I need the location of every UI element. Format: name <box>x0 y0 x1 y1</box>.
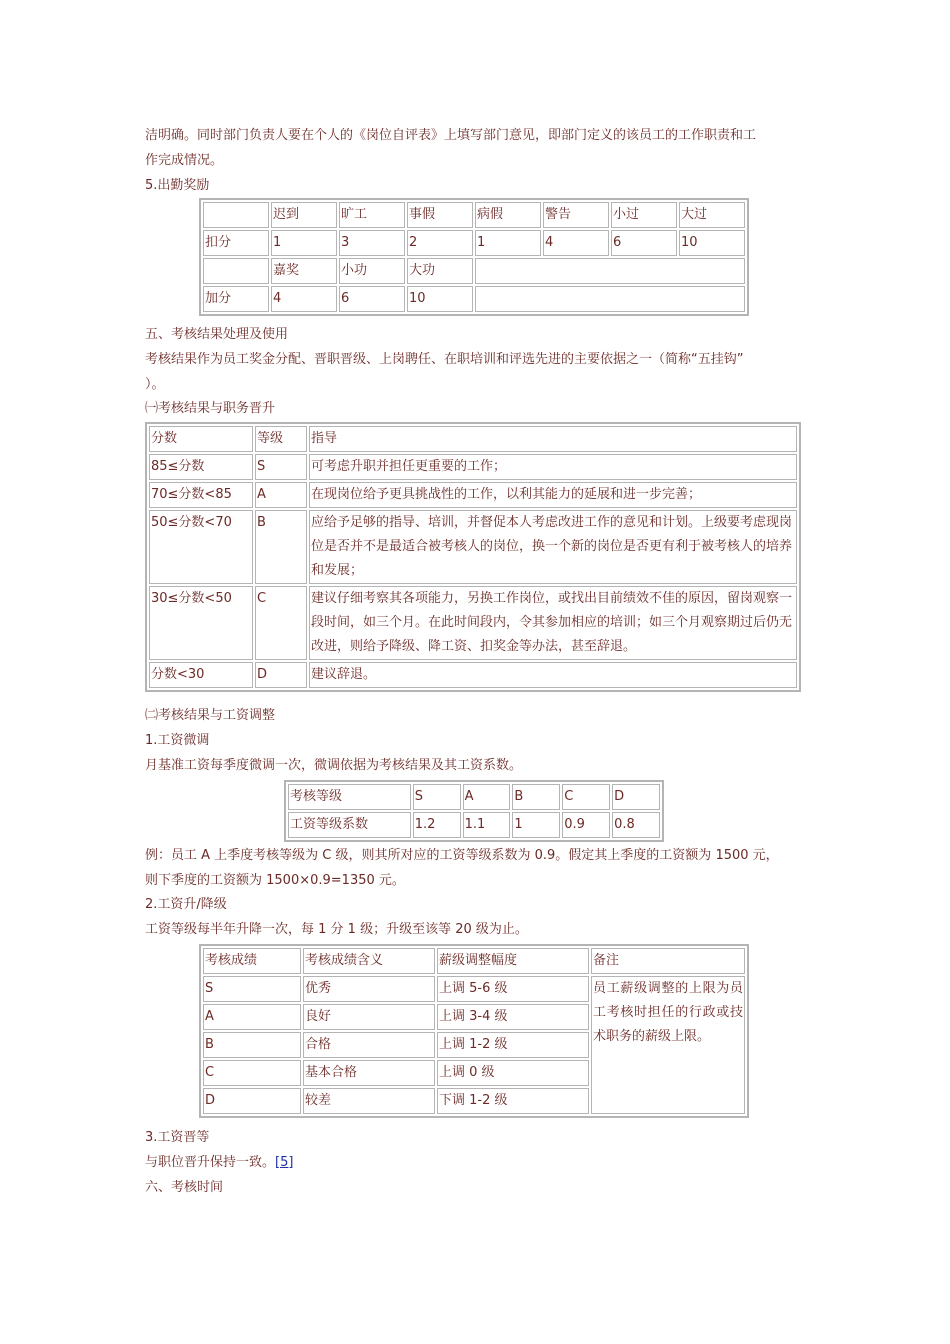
coefficient-table <box>284 780 664 842</box>
section-heading: 3.工资晋等 <box>145 1130 210 1145</box>
table-cell: 考核成绩 <box>203 948 301 974</box>
table-cell: 大功 <box>407 258 473 284</box>
paragraph-line: 洁明确。同时部门负责人要在个人的《岗位自评表》上填写部门意见，即部门定义的该员工的工作职责和工 <box>145 128 757 143</box>
table-cell: A <box>255 482 307 508</box>
table-cell: 备注 <box>591 948 745 974</box>
table-row <box>149 454 797 480</box>
paragraph-line <box>145 1153 293 1173</box>
table-cell: 1 <box>271 230 337 256</box>
table-cell: 上调 5-6 级 <box>437 976 589 1002</box>
section-heading: ㈠考核结果与职务晋升 <box>145 401 276 416</box>
table-cell: 优秀 <box>303 976 435 1002</box>
table-row <box>203 976 745 1002</box>
table-row <box>149 510 797 584</box>
table-row <box>203 202 745 228</box>
table-cell: 指导 <box>309 426 797 452</box>
paragraph-line: 作完成情况。 <box>145 153 224 168</box>
section-heading: 1.工资微调 <box>145 733 210 748</box>
paragraph-line: 例：员工 A 上季度考核等级为 C 级，则其所对应的工资等级系数为 0.9。假定其上季度的工资额为 1500 元， <box>145 848 779 863</box>
table-cell: 在现岗位给予更具挑战性的工作，以利其能力的延展和进一步完善； <box>309 482 797 508</box>
table-cell: 10 <box>407 286 473 312</box>
table-cell: 等级 <box>255 426 307 452</box>
table-cell <box>203 258 269 284</box>
table-cell: D <box>203 1088 301 1114</box>
table-cell: 可考虑升职并担任更重要的工作； <box>309 454 797 480</box>
salary-level-table <box>199 944 749 1118</box>
table-cell: 1.1 <box>463 812 511 838</box>
table-cell: 应给予足够的指导、培训，并督促本人考虑改进工作的意见和计划。上级要考虑现岗位是否并不是最适合被考核人的岗位，换一个新的岗位是否更有利于被考核人的培养和发展； <box>309 510 797 584</box>
table-cell: 10 <box>679 230 745 256</box>
table-cell: S <box>203 976 301 1002</box>
table-cell: 嘉奖 <box>271 258 337 284</box>
table-row <box>149 586 797 660</box>
table-cell: 0.9 <box>562 812 610 838</box>
table-cell: 70≤分数<85 <box>149 482 253 508</box>
table-cell: 小功 <box>339 258 405 284</box>
table-cell: 建议辞退。 <box>309 662 797 688</box>
section-heading: 五、考核结果处理及使用 <box>145 327 289 342</box>
table-cell: 上调 0 级 <box>437 1060 589 1086</box>
table-cell: 建议仔细考察其各项能力，另换工作岗位，或找出目前绩效不佳的原因，留岗观察一段时间，如三个月。在此时间段内，令其参加相应的培训；如三个月观察期过后仍无改进，则给予降级、降工资、扣奖金等办法，甚至辞退。 <box>309 586 797 660</box>
table-row <box>288 812 660 838</box>
table-cell: 加分 <box>203 286 269 312</box>
table-cell: 0.8 <box>612 812 660 838</box>
table-cell: D <box>612 784 660 810</box>
table-cell: 6 <box>339 286 405 312</box>
table-cell: 大过 <box>679 202 745 228</box>
table-cell: 较差 <box>303 1088 435 1114</box>
paragraph-text: 与职位晋升保持一致。 <box>145 1155 276 1170</box>
table-cell: 1 <box>475 230 541 256</box>
section-heading: 5.出勤奖励 <box>145 178 210 193</box>
table-cell: A <box>203 1004 301 1030</box>
section-heading: 2.工资升/降级 <box>145 897 227 912</box>
table-cell: C <box>255 586 307 660</box>
promotion-table <box>145 422 801 692</box>
table-cell: 下调 1-2 级 <box>437 1088 589 1114</box>
table-cell: 上调 1-2 级 <box>437 1032 589 1058</box>
table-cell: 基本合格 <box>303 1060 435 1086</box>
table-cell: 事假 <box>407 202 473 228</box>
table-row <box>149 482 797 508</box>
table-row <box>203 230 745 256</box>
table-cell <box>475 258 745 284</box>
table-row <box>149 426 797 452</box>
table-cell: 小过 <box>611 202 677 228</box>
table-cell <box>475 286 745 312</box>
table-cell: C <box>562 784 610 810</box>
table-cell: 3 <box>339 230 405 256</box>
table-cell: B <box>512 784 560 810</box>
citation-link[interactable]: [5] <box>275 1155 294 1170</box>
table-cell: 薪级调整幅度 <box>437 948 589 974</box>
table-cell: 考核等级 <box>288 784 411 810</box>
table-cell: 合格 <box>303 1032 435 1058</box>
table-row <box>288 784 660 810</box>
table-cell: 警告 <box>543 202 609 228</box>
table-cell: 扣分 <box>203 230 269 256</box>
table-cell: S <box>255 454 307 480</box>
table-cell: 分数 <box>149 426 253 452</box>
table-cell: 旷工 <box>339 202 405 228</box>
table-cell: 考核成绩含义 <box>303 948 435 974</box>
table-cell: 6 <box>611 230 677 256</box>
table-cell: 2 <box>407 230 473 256</box>
table-cell: S <box>413 784 461 810</box>
table-cell: 30≤分数<50 <box>149 586 253 660</box>
table-cell: 病假 <box>475 202 541 228</box>
paragraph-line: 则下季度的工资额为 1500×0.9=1350 元。 <box>145 873 405 888</box>
table-cell: A <box>463 784 511 810</box>
table-cell: 分数<30 <box>149 662 253 688</box>
table-cell: 85≤分数 <box>149 454 253 480</box>
table-cell: 上调 3-4 级 <box>437 1004 589 1030</box>
table-cell: 工资等级系数 <box>288 812 411 838</box>
table-row <box>149 662 797 688</box>
paragraph-line: 考核结果作为员工奖金分配、晋职晋级、上岗聘任、在职培训和评选先进的主要依据之一（简称“五挂钩” <box>145 352 744 367</box>
table-cell: B <box>255 510 307 584</box>
table-cell: B <box>203 1032 301 1058</box>
table-cell: 4 <box>543 230 609 256</box>
paragraph-line: 月基准工资每季度微调一次，微调依据为考核结果及其工资系数。 <box>145 758 523 773</box>
paragraph-line: 工资等级每半年升降一次，每 1 分 1 级；升级至该等 20 级为止。 <box>145 922 528 937</box>
table-cell: 1 <box>512 812 560 838</box>
table-cell: D <box>255 662 307 688</box>
table-cell: 1.2 <box>413 812 461 838</box>
table-row <box>203 286 745 312</box>
table-cell: 良好 <box>303 1004 435 1030</box>
table-cell: 4 <box>271 286 337 312</box>
section-heading: 六、考核时间 <box>145 1180 224 1195</box>
section-heading: ㈡考核结果与工资调整 <box>145 708 276 723</box>
attendance-table <box>199 198 749 316</box>
table-cell: 50≤分数<70 <box>149 510 253 584</box>
table-cell <box>203 202 269 228</box>
salary-note-cell: 员工薪级调整的上限为员工考核时担任的行政或技术职务的薪级上限。 <box>591 976 745 1114</box>
table-cell: 迟到 <box>271 202 337 228</box>
table-row <box>203 948 745 974</box>
table-cell: C <box>203 1060 301 1086</box>
paragraph-line: ）。 <box>145 377 165 392</box>
table-row <box>203 258 745 284</box>
